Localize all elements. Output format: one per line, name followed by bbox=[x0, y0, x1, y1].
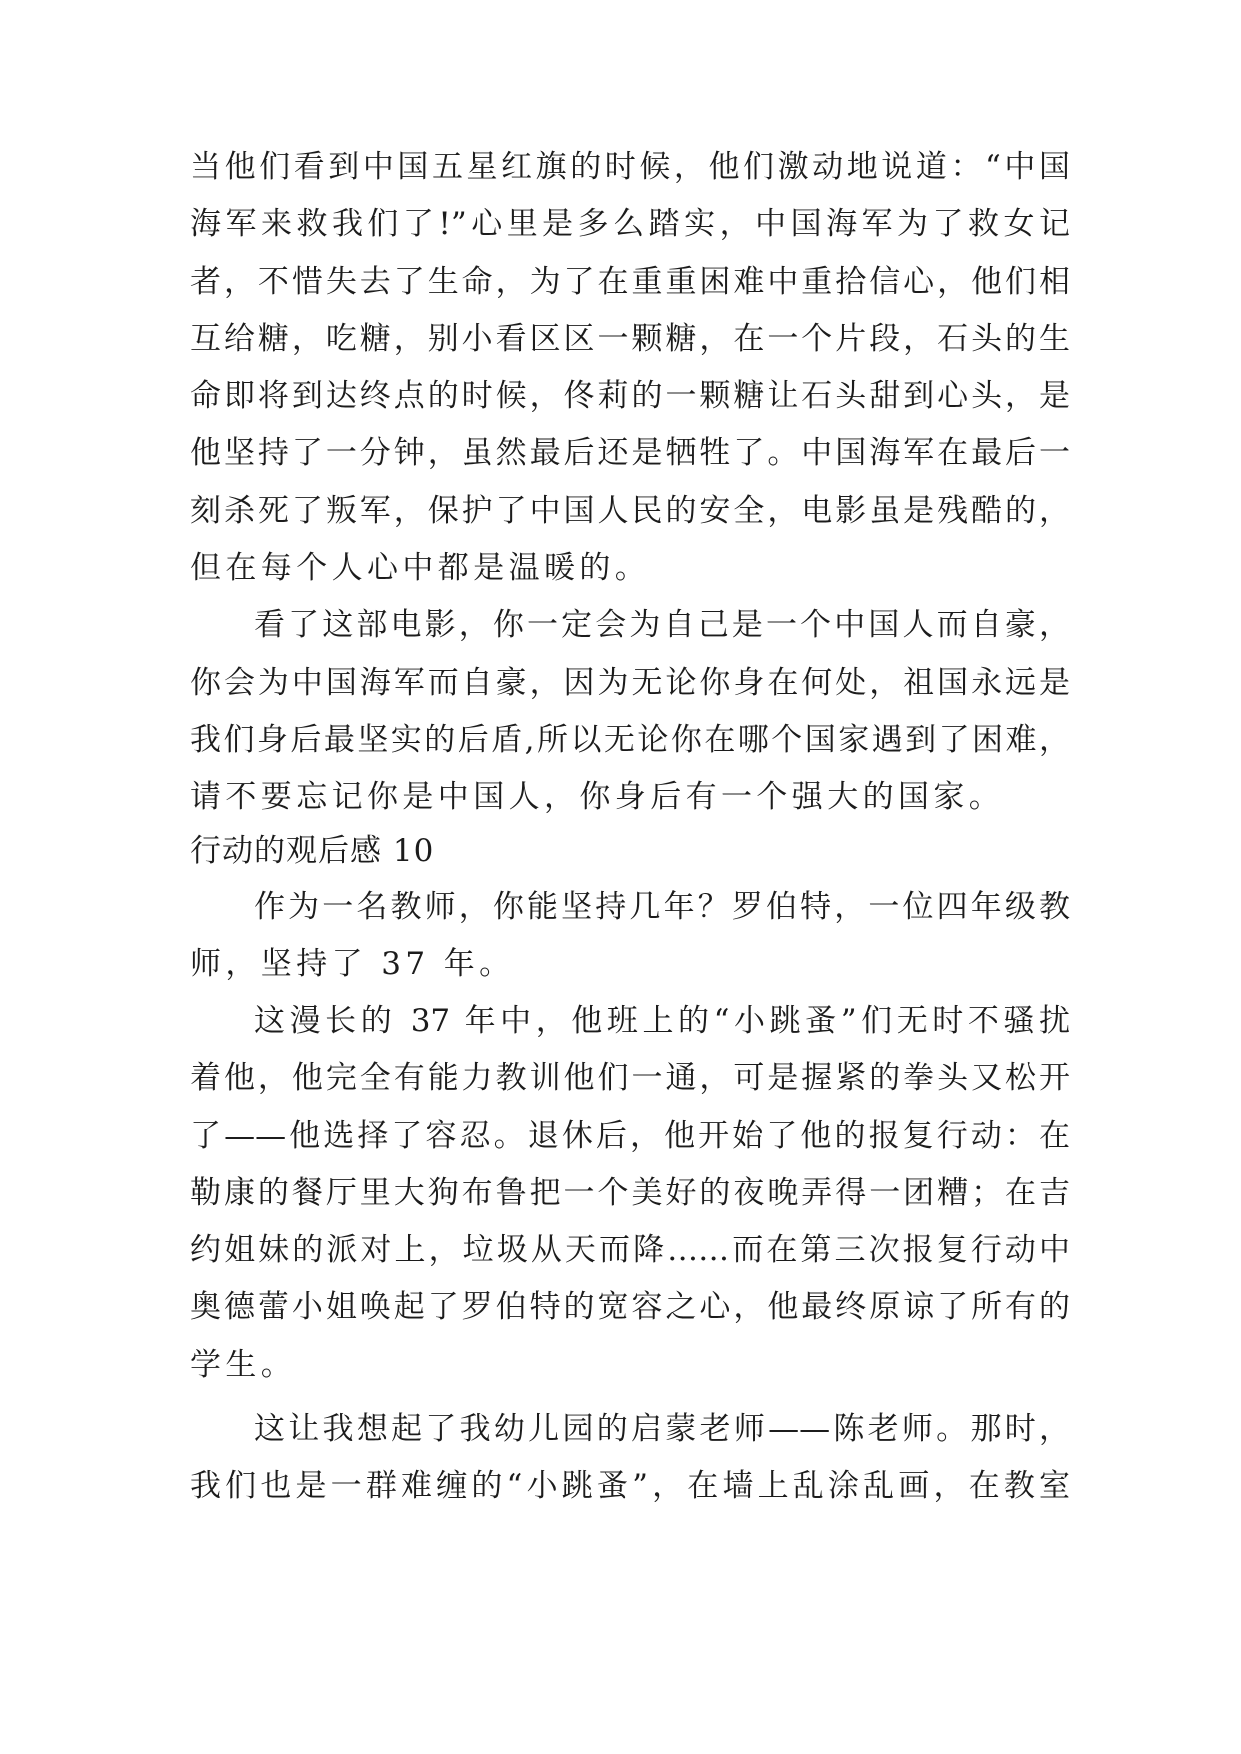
paragraph-line: 请不要忘记你是中国人，你身后有一个强大的国家。 bbox=[190, 779, 1005, 815]
paragraph-line: 他坚持了一分钟，虽然最后还是牺牲了。中国海军在最后一 bbox=[190, 435, 1070, 471]
paragraph-line: 作为一名教师，你能坚持几年？罗伯特，一位四年级教 bbox=[254, 889, 1070, 925]
paragraph-line: 刻杀死了叛军，保护了中国人民的安全，电影虽是残酷的， bbox=[190, 493, 1070, 529]
paragraph-line: 奥德蕾小姐唤起了罗伯特的宽容之心，他最终原谅了所有的 bbox=[190, 1289, 1070, 1325]
paragraph-line: 学生。 bbox=[190, 1347, 297, 1383]
paragraph-line: 看了这部电影，你一定会为自己是一个中国人而自豪， bbox=[254, 607, 1070, 643]
paragraph-line: 这让我想起了我幼儿园的启蒙老师——陈老师。那时， bbox=[254, 1411, 1070, 1447]
paragraph-line: 你会为中国海军而自豪，因为无论你身在何处，祖国永远是 bbox=[190, 665, 1070, 701]
paragraph-line: 但在每个人心中都是温暖的。 bbox=[190, 550, 651, 586]
paragraph-line: 着他，他完全有能力教训他们一通，可是握紧的拳头又松开 bbox=[190, 1060, 1070, 1096]
paragraph-line: 了——他选择了容忍。退休后，他开始了他的报复行动：在 bbox=[190, 1118, 1070, 1154]
paragraph-line: 我们也是一群难缠的“小跳蚤”，在墙上乱涂乱画，在教室 bbox=[190, 1468, 1070, 1504]
paragraph-line: 互给糖，吃糖，别小看区区一颗糖，在一个片段，石头的生 bbox=[190, 321, 1070, 357]
paragraph-line: 师，坚持了 37 年。 bbox=[190, 946, 515, 982]
paragraph-line: 者，不惜失去了生命，为了在重重困难中重拾信心，他们相 bbox=[190, 264, 1070, 300]
paragraph-line: 约姐妹的派对上，垃圾从天而降……而在第三次报复行动中 bbox=[190, 1232, 1070, 1268]
paragraph-line: 海军来救我们了!”心里是多么踏实，中国海军为了救女记 bbox=[190, 206, 1070, 242]
paragraph-line: 勒康的餐厅里大狗布鲁把一个美好的夜晚弄得一团糟；在吉 bbox=[190, 1175, 1070, 1211]
paragraph-line: 当他们看到中国五星红旗的时候，他们激动地说道：“中国 bbox=[190, 149, 1070, 185]
paragraph-line: 这漫长的 37 年中，他班上的“小跳蚤”们无时不骚扰 bbox=[254, 1003, 1070, 1039]
section-heading: 行动的观后感 10 bbox=[190, 833, 435, 869]
paragraph-line: 我们身后最坚实的后盾,所以无论你在哪个国家遇到了困难， bbox=[190, 722, 1070, 758]
paragraph-line: 命即将到达终点的时候，佟莉的一颗糖让石头甜到心头，是 bbox=[190, 378, 1070, 414]
